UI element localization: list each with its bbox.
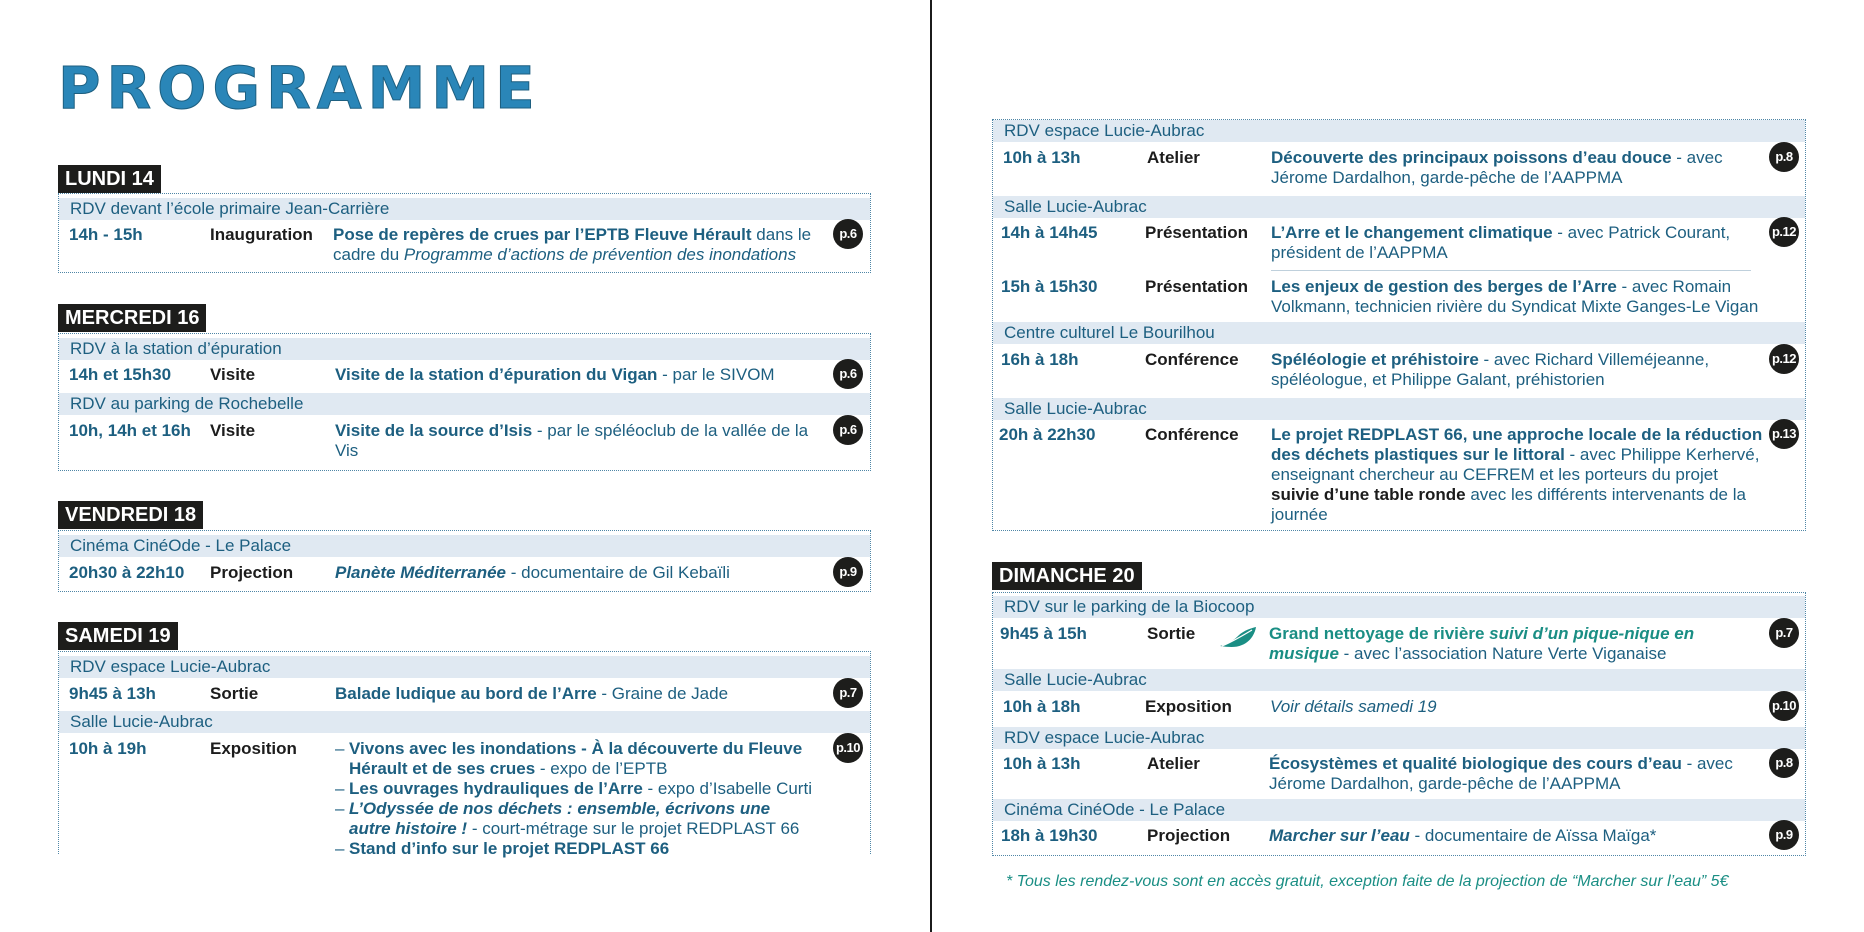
day-box-vendredi <box>58 530 871 592</box>
page-ref-badge: p.7 <box>1769 618 1799 648</box>
event-time: 9h45 à 15h <box>1000 624 1087 643</box>
day-box-lundi <box>58 193 871 273</box>
list-item: – Les ouvrages hydrauliques de l’Arre - expo d’Isabelle Curti <box>335 779 812 798</box>
venue-label: RDV espace Lucie-Aubrac <box>993 727 1805 749</box>
event-time: 10h à 13h <box>1003 148 1081 167</box>
event-time: 14h à 14h45 <box>1001 223 1098 242</box>
event-description: L’Arre et le changement climatique - avec Patrick Courant, président de l’AAPPMA <box>1271 223 1731 262</box>
event-type: Conférence <box>1145 350 1239 369</box>
event-type: Conférence <box>1145 425 1239 444</box>
event-description: Voir détails samedi 19 <box>1270 697 1437 716</box>
page-divider <box>930 0 932 932</box>
page-ref-badge: p.9 <box>1769 820 1799 850</box>
venue-label: RDV espace Lucie-Aubrac <box>59 656 870 678</box>
day-box-dimanche <box>992 592 1806 856</box>
venue-label: RDV espace Lucie-Aubrac <box>993 120 1805 142</box>
footnote: * Tous les rendez-vous sont en accès gratuit, exception faite de la projection de “Marcher sur l’eau” 5€ <box>1006 873 1729 890</box>
event-description: Balade ludique au bord de l’Arre - Graine de Jade <box>335 684 729 703</box>
venue-label: RDV sur le parking de la Biocoop <box>993 596 1805 618</box>
event-description: Spéléologie et préhistoire - avec Richard Villeméjeanne, spéléologue, et Philippe Galant, préhistorien <box>1271 350 1710 389</box>
list-item: – L’Odyssée de nos déchets : ensemble, écrivons une autre histoire ! - court-métrage sur le projet REDPLAST 66 <box>335 799 800 838</box>
row-separator <box>1271 270 1751 271</box>
leaf-icon <box>1218 626 1258 650</box>
page-title: PROGRAMME <box>58 54 541 122</box>
list-item: – Stand d’info sur le projet REDPLAST 66 <box>335 839 670 858</box>
event-description: Découverte des principaux poissons d’eau douce - avec Jérome Dardalhon, garde-pêche de l’AAPPMA <box>1271 148 1723 187</box>
venue-label: Salle Lucie-Aubrac <box>993 196 1805 218</box>
event-type: Atelier <box>1147 754 1200 773</box>
page-ref-badge: p.10 <box>833 733 863 763</box>
venue-label: RDV au parking de Rochebelle <box>59 393 870 415</box>
day-label-samedi: SAMEDI 19 <box>58 622 178 650</box>
page-ref-badge: p.7 <box>833 678 863 708</box>
day-label-lundi: LUNDI 14 <box>58 165 161 193</box>
event-type: Visite <box>210 421 256 440</box>
event-description: Marcher sur l’eau - documentaire de Aïssa Maïga* <box>1269 826 1657 845</box>
event-time: 14h et 15h30 <box>69 365 172 384</box>
event-type: Sortie <box>210 684 259 703</box>
event-type: Exposition <box>210 739 297 758</box>
page-ref-badge: p.6 <box>833 415 863 445</box>
event-time: 9h45 à 13h <box>69 684 156 703</box>
venue-label: Cinéma CinéOde - Le Palace <box>59 535 870 557</box>
venue-label: RDV à la station d’épuration <box>59 338 870 360</box>
event-type: Atelier <box>1147 148 1200 167</box>
event-description: Pose de repères de crues par l’EPTB Fleuve Hérault dans le cadre du Programme d’actions de prévention des inondations <box>333 225 812 264</box>
event-description: Visite de la station d’épuration du Vigan - par le SIVOM <box>335 365 775 384</box>
day-label-dimanche: DIMANCHE 20 <box>992 562 1142 590</box>
event-type: Présentation <box>1145 277 1248 296</box>
page-ref-badge: p.8 <box>1769 142 1799 172</box>
event-type: Exposition <box>1145 697 1232 716</box>
event-time: 10h à 13h <box>1003 754 1081 773</box>
exhibition-list <box>335 739 815 859</box>
venue-label: Salle Lucie-Aubrac <box>993 669 1805 691</box>
event-description: Planète Méditerranée - documentaire de Gil Kebaïli <box>335 563 730 582</box>
venue-label: Salle Lucie-Aubrac <box>59 711 870 733</box>
page-ref-badge: p.12 <box>1769 217 1799 247</box>
event-time: 10h, 14h et 16h <box>69 421 191 440</box>
event-time: 20h à 22h30 <box>999 425 1096 444</box>
page-ref-badge: p.12 <box>1769 344 1799 374</box>
venue-label: Cinéma CinéOde - Le Palace <box>993 799 1805 821</box>
day-label-vendredi: VENDREDI 18 <box>58 501 203 529</box>
event-time: 15h à 15h30 <box>1001 277 1098 296</box>
event-description: Le projet REDPLAST 66, une approche locale de la réduction des déchets plastiques sur le littoral - avec Philippe Kerhervé, enseignant chercheur au CEFREM et les porteurs du projet suivie d’une table ronde avec les différents intervenants de la journée <box>1271 425 1763 524</box>
page-ref-badge: p.9 <box>833 557 863 587</box>
event-time: 10h à 18h <box>1003 697 1081 716</box>
event-time: 18h à 19h30 <box>1001 826 1098 845</box>
venue-label: Centre culturel Le Bourilhou <box>993 322 1805 344</box>
event-type: Inauguration <box>210 225 313 244</box>
page-ref-badge: p.10 <box>1769 691 1799 721</box>
event-type: Présentation <box>1145 223 1248 242</box>
venue-label: RDV devant l’école primaire Jean-Carrière <box>59 198 870 220</box>
event-time: 14h - 15h <box>69 225 143 244</box>
event-time: 16h à 18h <box>1001 350 1079 369</box>
event-time: 10h à 19h <box>69 739 147 758</box>
venue-label: Salle Lucie-Aubrac <box>993 398 1805 420</box>
day-label-mercredi: MERCREDI 16 <box>58 304 206 332</box>
event-description: Écosystèmes et qualité biologique des cours d’eau - avec Jérome Dardalhon, garde-pêche de l’AAPPMA <box>1269 754 1733 793</box>
page-ref-badge: p.6 <box>833 359 863 389</box>
event-description: Grand nettoyage de rivière suivi d’un pique-nique en musique - avec l’association Nature Verte Viganaise <box>1269 624 1695 663</box>
page-ref-badge: p.6 <box>833 219 863 249</box>
page-ref-badge: p.8 <box>1769 748 1799 778</box>
list-item: – Vivons avec les inondations - À la découverte du Fleuve Hérault et de ses crues - expo de l’EPTB <box>335 739 803 778</box>
event-description: Visite de la source d’Isis - par le spéléoclub de la vallée de la Vis <box>335 421 809 460</box>
day-box-mercredi <box>58 333 871 471</box>
event-type: Sortie <box>1147 624 1196 643</box>
page-ref-badge: p.13 <box>1769 419 1799 449</box>
day-box-samedi <box>58 651 871 858</box>
event-type: Visite <box>210 365 256 384</box>
event-type: Projection <box>210 563 294 582</box>
event-time: 20h30 à 22h10 <box>69 563 185 582</box>
event-type: Projection <box>1147 826 1231 845</box>
day-box-samedi-continued <box>992 119 1806 531</box>
event-description: Les enjeux de gestion des berges de l’Arre - avec Romain Volkmann, technicien rivière du Syndicat Mixte Ganges-Le Vigan <box>1271 277 1759 316</box>
